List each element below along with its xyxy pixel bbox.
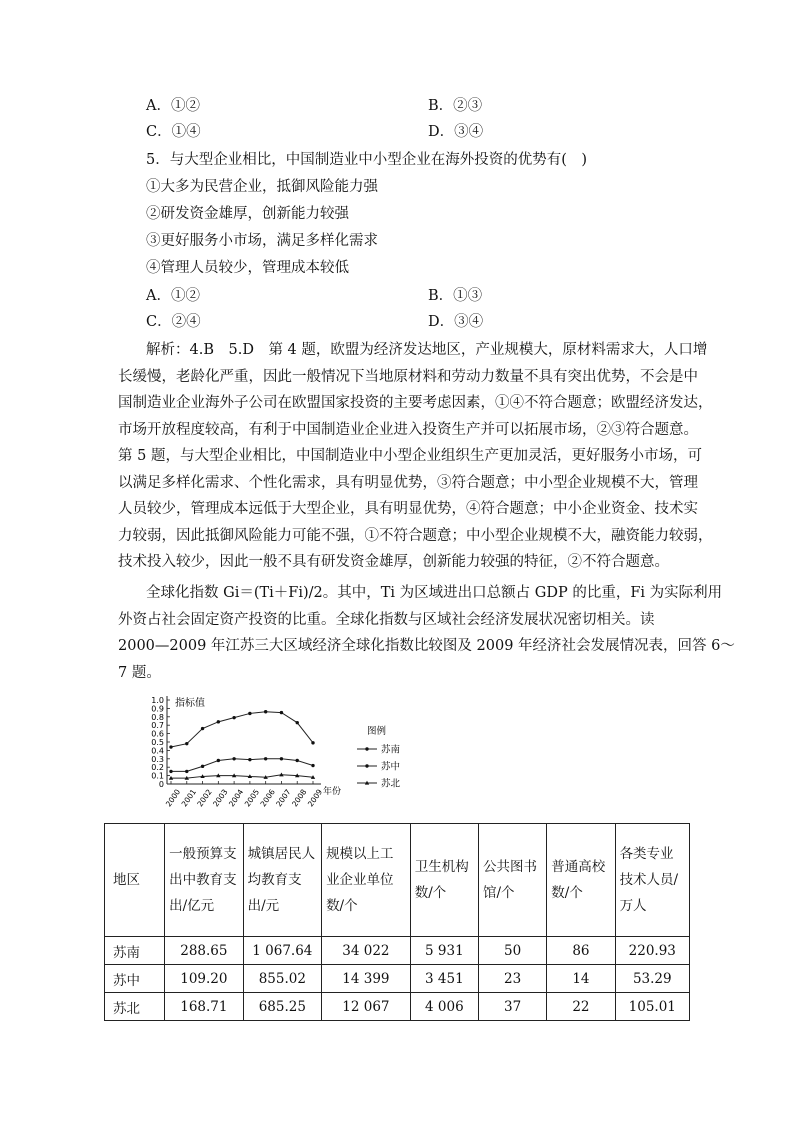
table-cell: 220.93 xyxy=(615,937,689,965)
q4-option-d: D．③④ xyxy=(428,124,484,140)
q5-option-d: D．③④ xyxy=(428,314,484,330)
q5-option-b: B．①③ xyxy=(428,288,483,304)
table-cell: 685.25 xyxy=(243,993,321,1021)
q5-stem: 5．与大型企业相比，中国制造业中小型企业在海外投资的优势有( ) xyxy=(146,152,588,168)
table-cell: 23 xyxy=(479,965,547,993)
data-point xyxy=(217,720,220,723)
y-tick-label: 0.9 xyxy=(151,704,164,714)
analysis-line: 力较弱，因此抵御风险能力可能不强，①不符合题意；中小型企业规模不大，融资能力较弱， xyxy=(118,527,713,544)
table-cell: 37 xyxy=(479,993,547,1021)
data-point xyxy=(248,758,251,761)
y-tick-label: 0.8 xyxy=(151,712,164,722)
data-point xyxy=(311,764,314,767)
analysis-line: 第 5 题，与大型企业相比，中国制造业中小型企业组织生产更加灵活，更好服务小市场，可 xyxy=(118,448,702,464)
y-tick-label: 0.4 xyxy=(151,746,164,756)
x-axis-label: 年份 xyxy=(323,787,342,797)
intro-line: 7 题。 xyxy=(118,664,161,681)
legend-label: 苏南 xyxy=(381,744,401,756)
chart-legend xyxy=(357,725,401,790)
header-universities: 普通高校数/个 xyxy=(547,824,615,937)
analysis-line: 解析：4.B 5.D 第 4 题，欧盟为经济发达地区，产业规模大，原材料需求大，人口增 xyxy=(146,342,708,358)
x-tick-labels xyxy=(164,781,324,808)
header-public-libraries: 公共图书馆/个 xyxy=(479,824,547,937)
data-point xyxy=(280,757,283,760)
header-technical-personnel: 各类专业技术人员/万人 xyxy=(615,824,689,937)
table-cell: 86 xyxy=(547,937,615,965)
q5-statement-4: ④管理人员较少，管理成本较低 xyxy=(146,260,349,276)
data-point xyxy=(232,716,235,719)
table-row xyxy=(105,965,690,993)
q4-option-b: B．②③ xyxy=(428,98,483,114)
table-cell: 14 399 xyxy=(322,965,411,993)
table-cell: 34 022 xyxy=(322,937,411,965)
data-point xyxy=(296,759,299,762)
y-tick-label: 0 xyxy=(158,780,164,789)
table-cell-region: 苏中 xyxy=(105,965,165,993)
analysis-line: 长缓慢，老龄化严重，因此一般情况下当地原材料和劳动力数量不具有突出优势，不会是中 xyxy=(118,368,698,385)
table-cell: 50 xyxy=(479,937,547,965)
legend-marker xyxy=(365,764,368,767)
table-cell: 5 931 xyxy=(410,937,478,965)
table-row xyxy=(105,993,690,1021)
analysis-paragraph xyxy=(118,337,713,576)
header-health-institutions: 卫生机构数/个 xyxy=(410,824,478,937)
table-header-row xyxy=(105,824,690,937)
header-industrial-enterprises: 规模以上工业企业单位数/个 xyxy=(322,824,411,937)
header-region: 地区 xyxy=(105,824,165,937)
table-cell: 4 006 xyxy=(410,993,478,1021)
x-tick-label: 2008 xyxy=(290,787,309,809)
data-point xyxy=(201,727,204,730)
y-tick-label: 0.3 xyxy=(151,754,164,764)
data-point xyxy=(169,745,172,748)
data-point xyxy=(280,711,283,714)
data-point xyxy=(169,770,172,773)
legend-marker xyxy=(365,747,368,750)
y-tick-label: 0.5 xyxy=(151,738,164,747)
legend-label: 苏北 xyxy=(381,778,401,790)
q5-statement-2: ②研发资金雄厚，创新能力较强 xyxy=(146,206,349,222)
x-tick-label: 2004 xyxy=(226,787,246,809)
data-point xyxy=(311,741,314,744)
q4-option-a: A．①② xyxy=(146,98,200,114)
y-tick-label: 1.0 xyxy=(151,696,164,705)
q4-option-c: C．①④ xyxy=(146,124,201,140)
header-urban-education-spending: 城镇居民人均教育支出/元 xyxy=(243,824,321,937)
table-cell: 53.29 xyxy=(615,965,689,993)
table-cell: 14 xyxy=(547,965,615,993)
y-tick-label: 0.1 xyxy=(151,771,164,781)
table-row xyxy=(105,937,690,965)
globalization-index-chart xyxy=(145,692,425,812)
data-point xyxy=(232,757,235,760)
header-education-budget: 一般预算支出中教育支出/亿元 xyxy=(165,824,243,937)
q5-statement-1: ①大多为民营企业，抵御风险能力强 xyxy=(146,179,378,195)
legend-label: 苏中 xyxy=(381,761,401,773)
table-cell: 288.65 xyxy=(165,937,243,965)
intro-line: 2000—2009 年江苏三大区域经济全球化指数比较图及 2009 年经济社会发展情况表，回答 6～ xyxy=(118,638,735,654)
series-line-1 xyxy=(171,759,313,772)
q5-option-c: C．②④ xyxy=(146,314,201,330)
x-tick-label: 2006 xyxy=(258,787,277,809)
data-point xyxy=(185,742,188,745)
y-tick-label: 0.7 xyxy=(151,721,164,731)
data-point xyxy=(248,712,251,715)
analysis-line: 市场开放程度较高，有利于中国制造业企业进入投资生产并可以拓展市场，②③符合题意。 xyxy=(118,421,698,438)
y-tick-label: 0.6 xyxy=(151,729,164,739)
x-tick-label: 2002 xyxy=(195,787,214,809)
series-line-0 xyxy=(171,712,313,747)
table-cell: 168.71 xyxy=(165,993,243,1021)
table-cell-region: 苏南 xyxy=(105,937,165,965)
q5-statement-3: ③更好服务小市场，满足多样化需求 xyxy=(146,233,378,249)
y-tick-label: 0.2 xyxy=(151,763,164,773)
y-axis-label: 指标值 xyxy=(175,698,205,709)
analysis-line: 以满足多样化需求、个性化需求，具有明显优势，③符合题意；中小型企业规模不大，管理 xyxy=(118,474,698,491)
series-line-2 xyxy=(171,775,313,778)
table-cell: 3 451 xyxy=(410,965,478,993)
q5-option-a: A．①② xyxy=(146,288,200,304)
analysis-line: 国制造业企业海外子公司在欧盟国家投资的主要考虑因素，①④不符合题意；欧盟经济发达， xyxy=(118,395,713,411)
analysis-line: 技术投入较少，因此一般不具有研发资金雄厚，创新能力较强的特征，②不符合题意。 xyxy=(118,554,669,570)
x-tick-label: 2009 xyxy=(305,787,325,809)
x-tick-label: 2001 xyxy=(179,787,198,809)
intro-line: 外资占社会固定资产投资的比重。全球化指数与区域社会经济发展状况密切相关。读 xyxy=(118,611,655,628)
data-point xyxy=(201,765,204,768)
table-cell: 855.02 xyxy=(243,965,321,993)
table-cell-region: 苏北 xyxy=(105,993,165,1021)
data-point xyxy=(217,759,220,762)
x-tick-label: 2007 xyxy=(274,787,293,809)
table-cell: 105.01 xyxy=(615,993,689,1021)
table-cell: 22 xyxy=(547,993,615,1021)
data-point xyxy=(296,721,299,724)
data-point xyxy=(264,757,267,760)
x-tick-label: 2005 xyxy=(242,787,262,809)
chart-series xyxy=(169,710,315,780)
intro-line: 全球化指数 Gi＝(Ti＋Fi)/2。其中，Ti 为区域进出口总额占 GDP 的比重，Fi 为实际利用 xyxy=(146,585,723,601)
table-cell: 12 067 xyxy=(322,993,411,1021)
analysis-line: 人员较少，管理成本远低于大型企业，具有明显优势，④符合题意；中小企业资金、技术实 xyxy=(118,501,698,517)
table-cell: 1 067.64 xyxy=(243,937,321,965)
x-tick-label: 2000 xyxy=(163,787,183,809)
development-table xyxy=(104,823,690,1021)
table-cell: 109.20 xyxy=(165,965,243,993)
data-point xyxy=(264,710,267,713)
legend-title: 图例 xyxy=(367,726,387,737)
x-tick-label: 2003 xyxy=(211,787,230,809)
intro-paragraph xyxy=(118,580,735,686)
data-point xyxy=(185,770,188,773)
